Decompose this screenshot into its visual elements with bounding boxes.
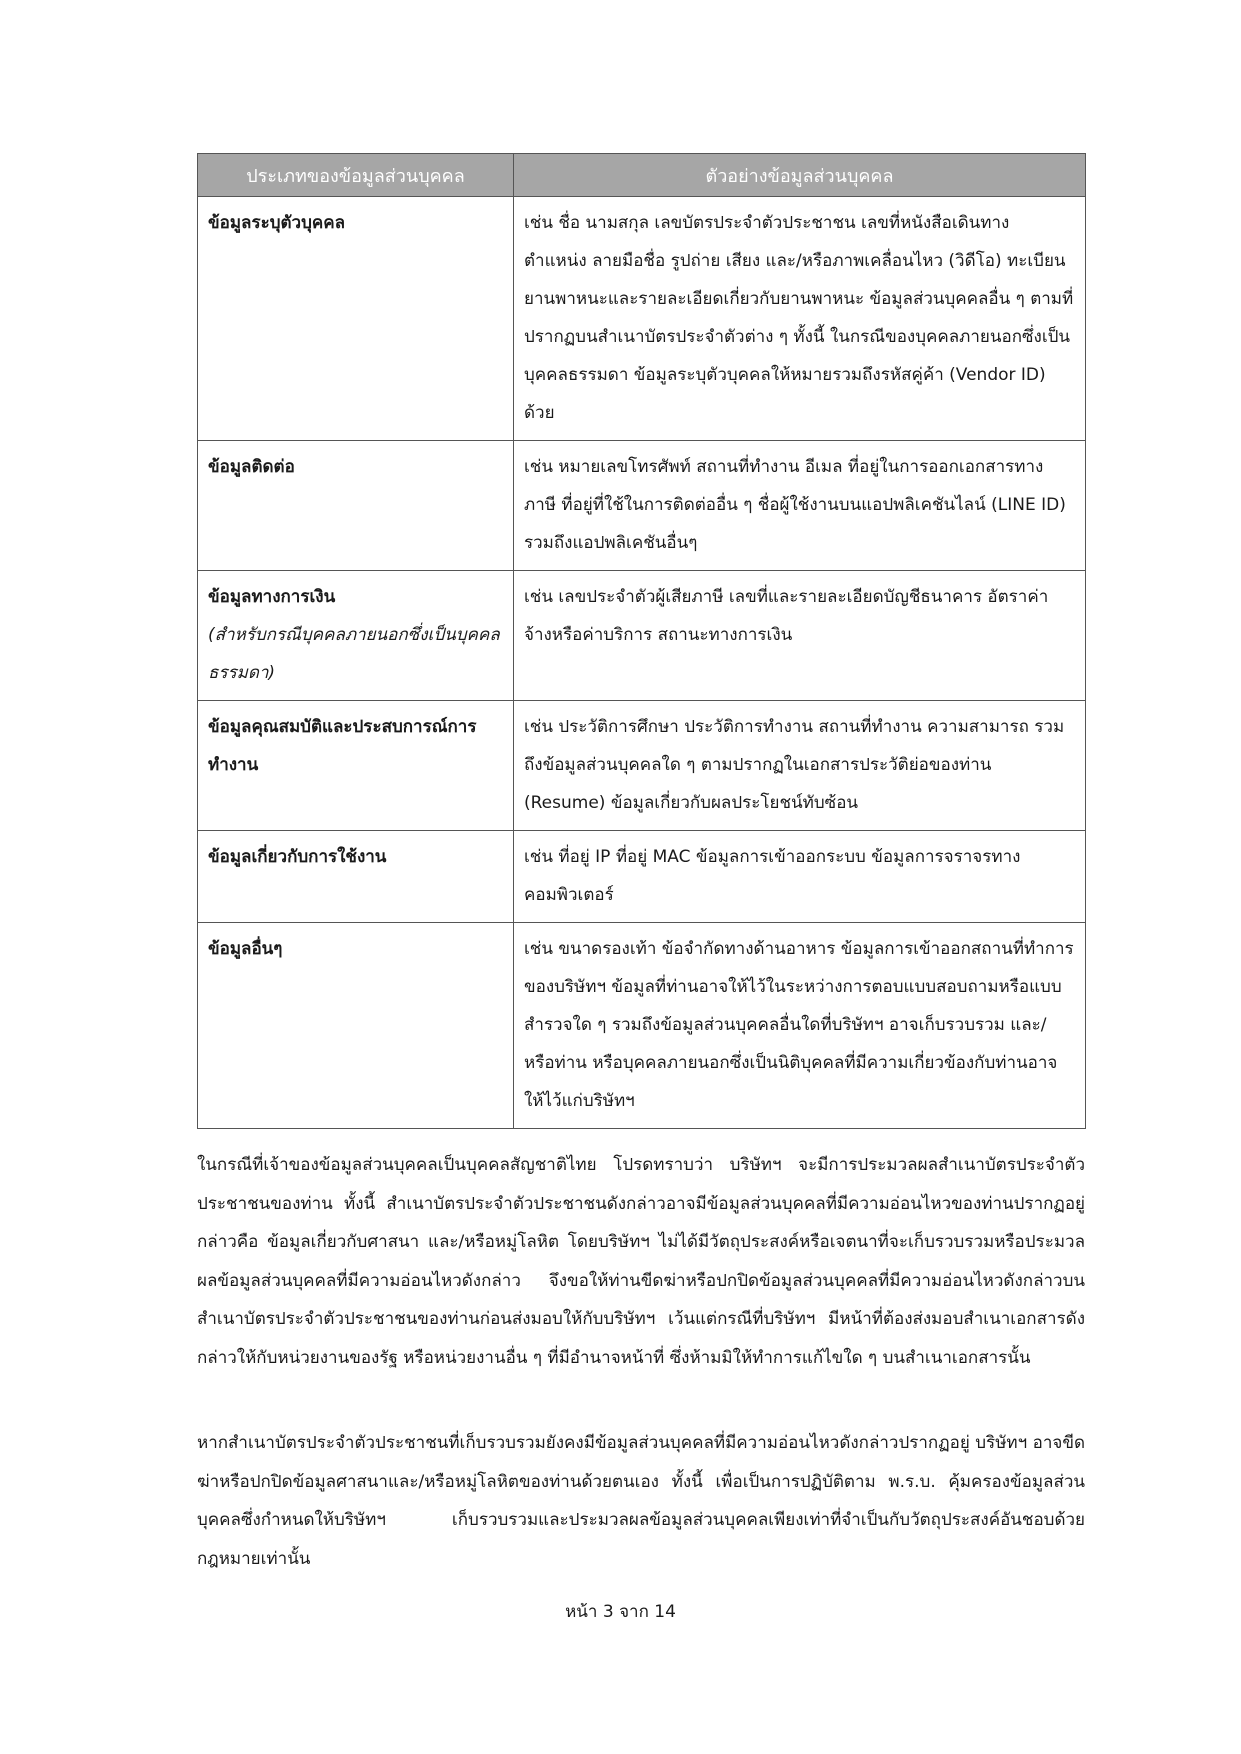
page-number: หน้า 3 จาก 14 bbox=[565, 1602, 676, 1622]
row-example: เช่น เลขประจำตัวผู้เสียภาษี เลขที่และรายละเอียดบัญชีธนาคาร อัตราค่าจ้างหรือค่าบริการ สถานะทางการเงิน bbox=[514, 571, 1086, 701]
row-example: เช่น ประวัติการศึกษา ประวัติการทำงาน สถานที่ทำงาน ความสามารถ รวมถึงข้อมูลส่วนบุคคลใด ๆ ตามปรากฏในเอกสารประวัติย่อของท่าน (Resume) ข้อมูลเกี่ยวกับผลประโยชน์ทับซ้อน bbox=[514, 701, 1086, 831]
category-label: ข้อมูลติดต่อ bbox=[208, 457, 295, 477]
row-category bbox=[198, 831, 514, 923]
row-example: เช่น ชื่อ นามสกุล เลขบัตรประจำตัวประชาชน เลขที่หนังสือเดินทาง ตำแหน่ง ลายมือชื่อ รูปถ่าย เสียง และ/หรือภาพเคลื่อนไหว (วิดีโอ) ทะเบียนยานพาหนะและรายละเอียดเกี่ยวกับยานพาหนะ ข้อมูลส่วนบุคคลอื่น ๆ ตามที่ปรากฏบนสำเนาบัตรประจำตัวต่าง ๆ ทั้งนี้ ในกรณีของบุคคลภายนอกซึ่งเป็นบุคคลธรรมดา ข้อมูลระบุตัวบุคคลให้หมายรวมถึงรหัสคู่ค้า (Vendor ID) ด้วย bbox=[514, 197, 1086, 441]
row-example: เช่น หมายเลขโทรศัพท์ สถานที่ทำงาน อีเมล ที่อยู่ในการออกเอกสารทางภาษี ที่อยู่ที่ใช้ในการติดต่ออื่น ๆ ชื่อผู้ใช้งานบนแอปพลิเคชันไลน์ (LINE ID) รวมถึงแอปพลิเคชันอื่นๆ bbox=[514, 441, 1086, 571]
paragraph-thai-id-card: ในกรณีที่เจ้าของข้อมูลส่วนบุคคลเป็นบุคคลสัญชาติไทย โปรดทราบว่า บริษัทฯ จะมีการประมวลผลสำเนาบัตรประจำตัวประชาชนของท่าน ทั้งนี้ สำเนาบัตรประจำตัวประชาชนดังกล่าวอาจมีข้อมูลส่วนบุคคลที่มีความอ่อนไหวของท่านปรากฏอยู่ กล่าวคือ ข้อมูลเกี่ยวกับศาสนา และ/หรือหมู่โลหิต โดยบริษัทฯ ไม่ได้มีวัตถุประสงค์หรือเจตนาที่จะเก็บรวบรวมหรือประมวลผลข้อมูลส่วนบุคคลที่มีความอ่อนไหวดังกล่าว จึงขอให้ท่านขีดฆ่าหรือปกปิดข้อมูลส่วนบุคคลที่มีความอ่อนไหวดังกล่าวบนสำเนาบัตรประจำตัวประชาชนของท่านก่อนส่งมอบให้กับบริษัทฯ เว้นแต่กรณีที่บริษัทฯ มีหน้าที่ต้องส่งมอบสำเนาเอกสารดังกล่าวให้กับหน่วยงานของรัฐ หรือหน่วยงานอื่น ๆ ที่มีอำนาจหน้าที่ ซึ่งห้ามมิให้ทำการแก้ไขใด ๆ บนสำเนาเอกสารนั้น bbox=[197, 1155, 1085, 1368]
table-row bbox=[198, 701, 1086, 831]
row-category bbox=[198, 571, 514, 701]
row-category bbox=[198, 923, 514, 1129]
personal-data-table bbox=[197, 153, 1086, 1129]
category-label: ข้อมูลระบุตัวบุคคล bbox=[208, 213, 346, 233]
paragraph-redaction: หากสำเนาบัตรประจำตัวประชาชนที่เก็บรวบรวมยังคงมีข้อมูลส่วนบุคคลที่มีความอ่อนไหวดังกล่าวปรากฏอยู่ บริษัทฯ อาจขีดฆ่าหรือปกปิดข้อมูลศาสนาและ/หรือหมู่โลหิตของท่านด้วยตนเอง ทั้งนี้ เพื่อเป็นการปฏิบัติตาม พ.ร.บ. คุ้มครองข้อมูลส่วนบุคคลซึ่งกำหนดให้บริษัทฯ เก็บรวบรวมและประมวลผลข้อมูลส่วนบุคคลเพียงเท่าที่จำเป็นกับวัตถุประสงค์อันชอบด้วยกฎหมายเท่านั้น bbox=[197, 1433, 1085, 1569]
header-data-type: ประเภทของข้อมูลส่วนบุคคล bbox=[198, 154, 514, 197]
category-label: ข้อมูลอื่นๆ bbox=[208, 939, 283, 959]
table-row bbox=[198, 923, 1086, 1129]
table-row bbox=[198, 441, 1086, 571]
row-category bbox=[198, 197, 514, 441]
row-example: เช่น ที่อยู่ IP ที่อยู่ MAC ข้อมูลการเข้าออกระบบ ข้อมูลการจราจรทางคอมพิวเตอร์ bbox=[514, 831, 1086, 923]
row-category bbox=[198, 701, 514, 831]
row-example: เช่น ขนาดรองเท้า ข้อจำกัดทางด้านอาหาร ข้อมูลการเข้าออกสถานที่ทำการของบริษัทฯ ข้อมูลที่ท่านอาจให้ไว้ในระหว่างการตอบแบบสอบถามหรือแบบสำรวจใด ๆ รวมถึงข้อมูลส่วนบุคคลอื่นใดที่บริษัทฯ อาจเก็บรวบรวม และ/หรือท่าน หรือบุคคลภายนอกซึ่งเป็นนิติบุคคลที่มีความเกี่ยวข้องกับท่านอาจให้ไว้แก่บริษัทฯ bbox=[514, 923, 1086, 1129]
row-category bbox=[198, 441, 514, 571]
category-label: ข้อมูลทางการเงิน bbox=[208, 587, 336, 607]
table-row bbox=[198, 831, 1086, 923]
table-header-row bbox=[198, 154, 1086, 197]
category-label: ข้อมูลเกี่ยวกับการใช้งาน bbox=[208, 847, 387, 867]
header-data-example: ตัวอย่างข้อมูลส่วนบุคคล bbox=[514, 154, 1086, 197]
table-row bbox=[198, 571, 1086, 701]
category-label: ข้อมูลคุณสมบัติและประสบการณ์การทำงาน bbox=[208, 717, 477, 775]
category-note: (สำหรับกรณีบุคคลภายนอกซึ่งเป็นบุคคลธรรมดา) bbox=[208, 625, 500, 683]
table-row bbox=[198, 197, 1086, 441]
